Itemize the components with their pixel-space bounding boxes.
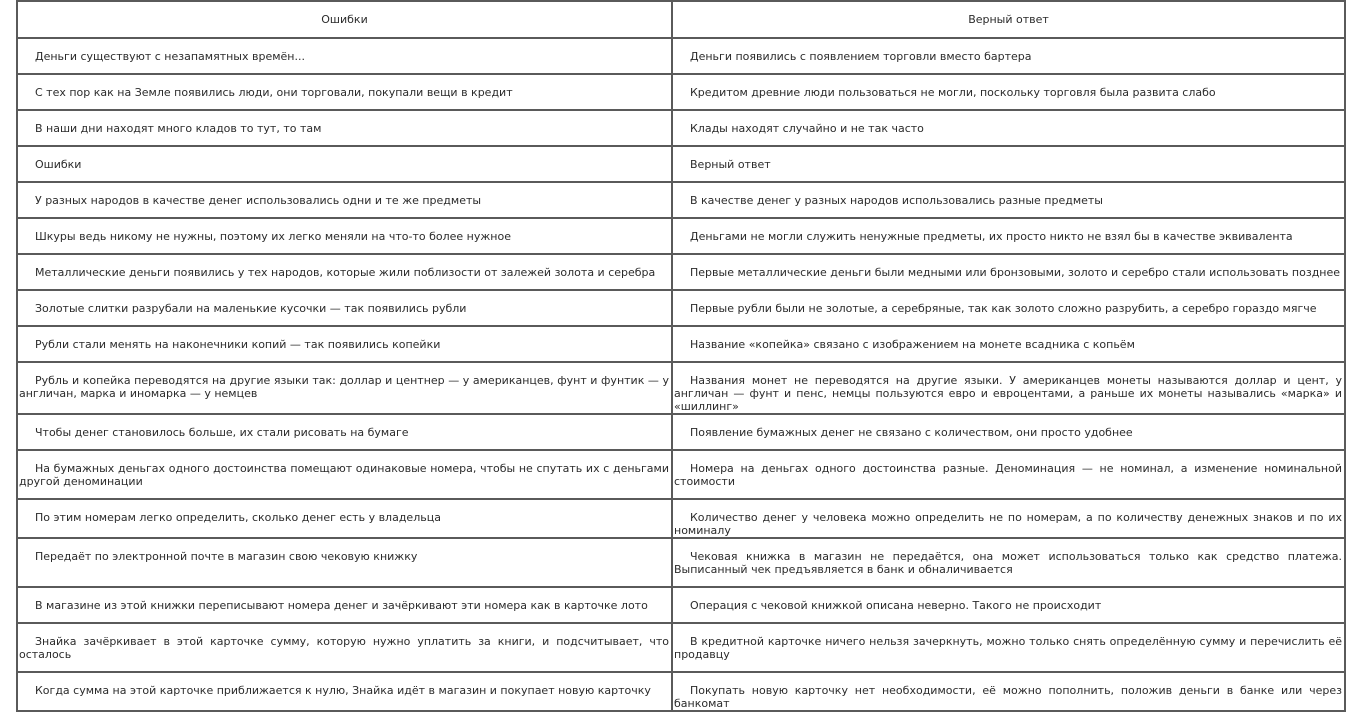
table-row [17, 623, 1345, 672]
error-text: Когда сумма на этой карточке приближается к нулю, Знайка идёт в магазин и покупает новую карточку [35, 684, 651, 697]
answer-text: Чековая книжка в магазин не передаётся, она может использоваться только как средство платежа. Выписанный чек предъявляется в банк и обналичивается [674, 550, 1342, 576]
header-errors: Ошибки [17, 1, 672, 38]
answer-text: Название «копейка» связано с изображением на монете всадника с копьём [690, 338, 1135, 351]
header-correct-answer: Верный ответ [672, 1, 1345, 38]
answer-cell [672, 182, 1345, 218]
error-cell [17, 218, 672, 254]
answer-cell [672, 218, 1345, 254]
table-row [17, 38, 1345, 74]
table-row [17, 74, 1345, 110]
error-cell [17, 110, 672, 146]
error-text: У разных народов в качестве денег использовались одни и те же предметы [35, 194, 482, 207]
answer-cell [672, 538, 1345, 587]
answer-text: Первые рубли были не золотые, а серебряные, так как золото сложно разрубить, а серебро гораздо мягче [690, 302, 1317, 315]
answer-text: Кредитом древние люди пользоваться не могли, поскольку торговля была развита слабо [690, 86, 1216, 99]
answer-cell [672, 362, 1345, 414]
error-text: В магазине из этой книжки переписывают номера денег и зачёркивают эти номера как в карточке лото [35, 599, 648, 612]
answer-cell [672, 110, 1345, 146]
error-text: В наши дни находят много кладов то тут, то там [35, 122, 322, 135]
error-cell [17, 254, 672, 290]
answer-cell [672, 450, 1345, 499]
errors-table [16, 0, 1346, 712]
error-text: По этим номерам легко определить, сколько денег есть у владельца [35, 511, 441, 524]
answer-text: Номера на деньгах одного достоинства разные. Деноминация — не номинал, а изменение номинальной стоимости [674, 462, 1342, 488]
answer-text: Клады находят случайно и не так часто [690, 122, 924, 135]
answer-text: Названия монет не переводятся на другие языки. У американцев монеты называются доллар и цент, у англичан — фунт и пенс, немцы пользуются евро и евроцентами, а раньше их монеты назывались «марка» и «шиллинг» [674, 374, 1342, 413]
table-row [17, 290, 1345, 326]
error-cell [17, 146, 672, 182]
answer-text: Верный ответ [690, 158, 771, 171]
error-cell [17, 290, 672, 326]
answer-cell [672, 254, 1345, 290]
table-row [17, 450, 1345, 499]
table-row [17, 110, 1345, 146]
table-row [17, 538, 1345, 587]
table-row [17, 499, 1345, 538]
error-cell [17, 414, 672, 450]
answer-cell [672, 499, 1345, 538]
error-cell [17, 362, 672, 414]
answer-cell [672, 38, 1345, 74]
answer-cell [672, 74, 1345, 110]
error-text: Шкуры ведь никому не нужны, поэтому их легко меняли на что-то более нужное [35, 230, 511, 243]
error-text: Рубли стали менять на наконечники копий — так появились копейки [35, 338, 441, 351]
error-text: На бумажных деньгах одного достоинства помещают одинаковые номера, чтобы не спутать их с деньгами другой деноминации [19, 462, 669, 488]
answer-text: Количество денег у человека можно определить не по номерам, а по количеству денежных знаков и по их номиналу [674, 511, 1342, 537]
error-cell [17, 623, 672, 672]
table-row [17, 672, 1345, 711]
answer-text: Деньгами не могли служить ненужные предметы, их просто никто не взял бы в качестве эквивалента [690, 230, 1293, 243]
error-cell [17, 182, 672, 218]
error-cell [17, 587, 672, 623]
answer-cell [672, 146, 1345, 182]
table-header-row [17, 1, 1345, 38]
error-cell [17, 38, 672, 74]
error-cell [17, 450, 672, 499]
error-cell [17, 74, 672, 110]
error-text: Деньги существуют с незапамятных времён... [35, 50, 305, 63]
answer-text: Первые металлические деньги были медными или бронзовыми, золото и серебро стали использовать позднее [690, 266, 1341, 279]
error-text: Знайка зачёркивает в этой карточке сумму, которую нужно уплатить за книги, и подсчитывает, что осталось [19, 635, 669, 661]
error-text: Рубль и копейка переводятся на другие языки так: доллар и центнер — у американцев, фунт и фунтик — у англичан, марка и иномарка — у немцев [19, 374, 669, 400]
table-row [17, 326, 1345, 362]
error-text: С тех пор как на Земле появились люди, они торговали, покупали вещи в кредит [35, 86, 513, 99]
table-row [17, 218, 1345, 254]
answer-cell [672, 623, 1345, 672]
table-row [17, 414, 1345, 450]
error-text: Чтобы денег становилось больше, их стали рисовать на бумаге [35, 426, 409, 439]
answer-cell [672, 414, 1345, 450]
error-text: Передаёт по электронной почте в магазин свою чековую книжку [35, 550, 418, 563]
table-row [17, 254, 1345, 290]
table-row [17, 182, 1345, 218]
table-row [17, 362, 1345, 414]
error-text: Золотые слитки разрубали на маленькие кусочки — так появились рубли [35, 302, 467, 315]
table-row [17, 587, 1345, 623]
answer-text: Деньги появились с появлением торговли вместо бартера [690, 50, 1032, 63]
answer-cell [672, 290, 1345, 326]
error-cell [17, 326, 672, 362]
error-cell [17, 672, 672, 711]
error-cell [17, 538, 672, 587]
error-text: Металлические деньги появились у тех народов, которые жили поблизости от залежей золота и серебра [35, 266, 656, 279]
answer-cell [672, 672, 1345, 711]
answer-text: Появление бумажных денег не связано с количеством, они просто удобнее [690, 426, 1133, 439]
error-text: Ошибки [35, 158, 82, 171]
answer-text: Операция с чековой книжкой описана неверно. Такого не происходит [690, 599, 1102, 612]
answer-cell [672, 587, 1345, 623]
error-cell [17, 499, 672, 538]
answer-text: Покупать новую карточку нет необходимости, её можно пополнить, положив деньги в банке или через банкомат [674, 684, 1342, 710]
answer-text: В кредитной карточке ничего нельзя зачеркнуть, можно только снять определённую сумму и перечислить её продавцу [674, 635, 1342, 661]
answer-cell [672, 326, 1345, 362]
table-row [17, 146, 1345, 182]
answer-text: В качестве денег у разных народов использовались разные предметы [690, 194, 1103, 207]
